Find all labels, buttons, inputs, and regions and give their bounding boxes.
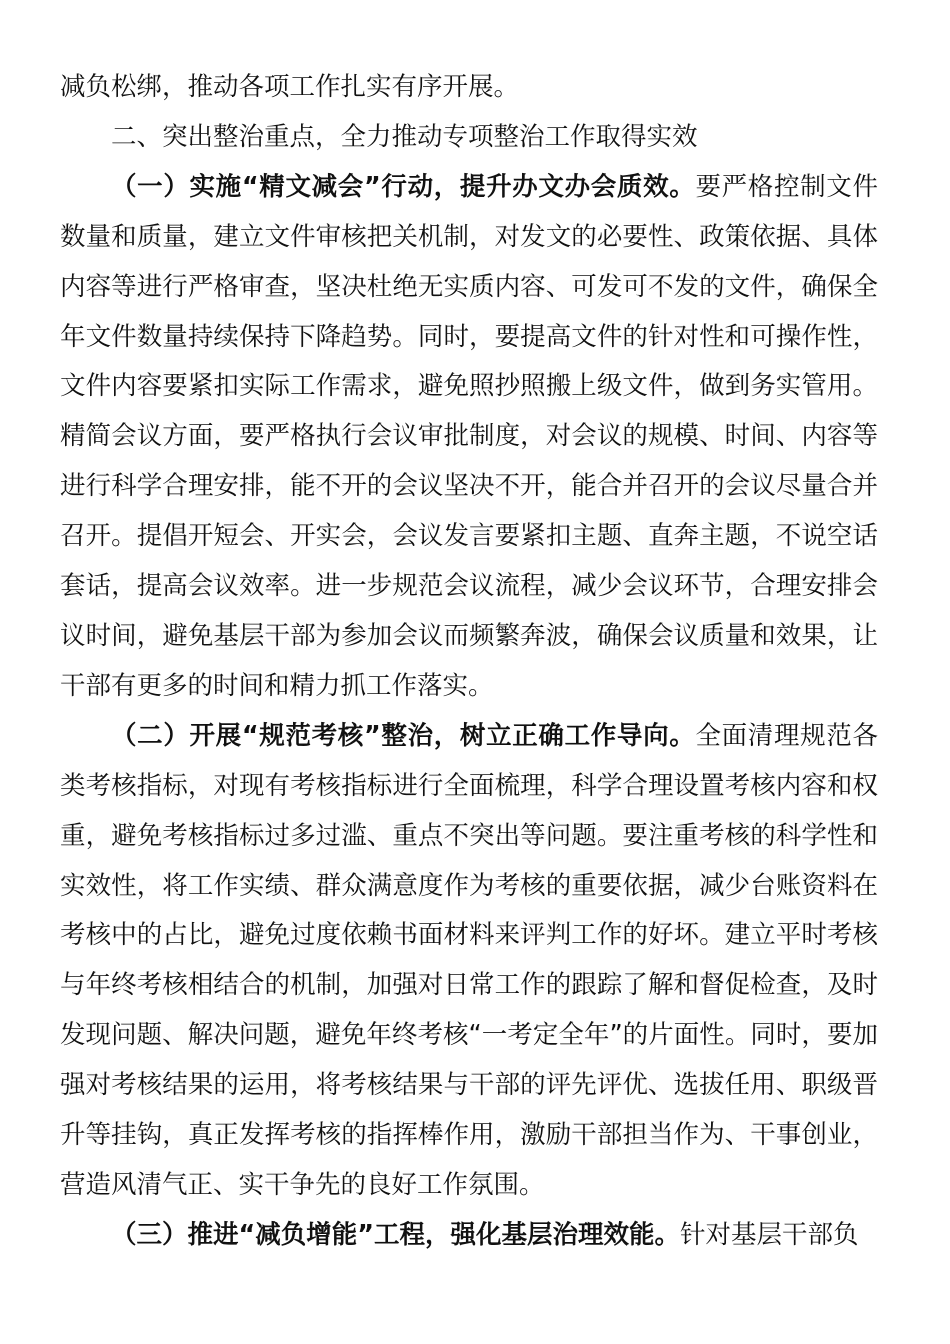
section-heading: 二、突出整治重点，全力推动专项整治工作取得实效 — [111, 121, 698, 152]
item-3-heading: （三）推进“减负增能”工程，强化基层治理效能。 — [111, 1219, 681, 1250]
item-1-body: 要严格控制文件数量和质量，建立文件审核把关机制，对发文的必要性、政策依据、具体内容等进行严格审查，坚决杜绝无实质内容、可发可不发的文件，确保全年文件数量持续保持下降趋势。同时，要提高文件的针对性和可操作性，文件内容要紧扣实际工作需求，避免照抄照搬上级文件，做到务实管用。精简会议方面，要严格执行会议审批制度，对会议的规模、时间、内容等进行科学合理安排，能不开的会议坚决不开，能合并召开的会议尽量合并召开。提倡开短会、开实会，会议发言要紧扣主题、直奔主题，不说空话套话，提高会议效率。进一步规范会议流程，减少会议环节，合理安排会议时间，避免基层干部为参加会议而频繁奔波，确保会议质量和效果，让干部有更多的时间和精力抓工作落实。 — [60, 171, 878, 701]
item-2-body: 全面清理规范各类考核指标，对现有考核指标进行全面梳理，科学合理设置考核内容和权重，避免考核指标过多过滥、重点不突出等问题。要注重考核的科学性和实效性，将工作实绩、群众满意度作为考核的重要依据，减少台账资料在考核中的占比，避免过度依赖书面材料来评判工作的好坏。建立平时考核与年终考核相结合的机制，加强对日常工作的跟踪了解和督促检查，及时发现问题、解决问题，避免年终考核“一考定全年”的片面性。同时，要加强对考核结果的运用，将考核结果与干部的评先评优、选拔任用、职级晋升等挂钩，真正发挥考核的指挥棒作用，激励干部担当作为、干事创业，营造风清气正、实干争先的良好工作氛围。 — [60, 720, 878, 1200]
item-1-heading: （一）实施“精文减会”行动，提升办文办会质效。 — [111, 171, 696, 202]
item-3-paragraph — [60, 1211, 878, 1261]
item-2-paragraph — [60, 712, 878, 1211]
item-1-paragraph — [60, 163, 878, 712]
item-2-heading: （二）开展“规范考核”整治，树立正确工作导向。 — [111, 720, 696, 751]
continuation-paragraph: 减负松绑，推动各项工作扎实有序开展。 — [60, 72, 520, 102]
item-3-body: 针对基层干部负 — [680, 1219, 859, 1250]
document-page — [60, 63, 878, 1261]
